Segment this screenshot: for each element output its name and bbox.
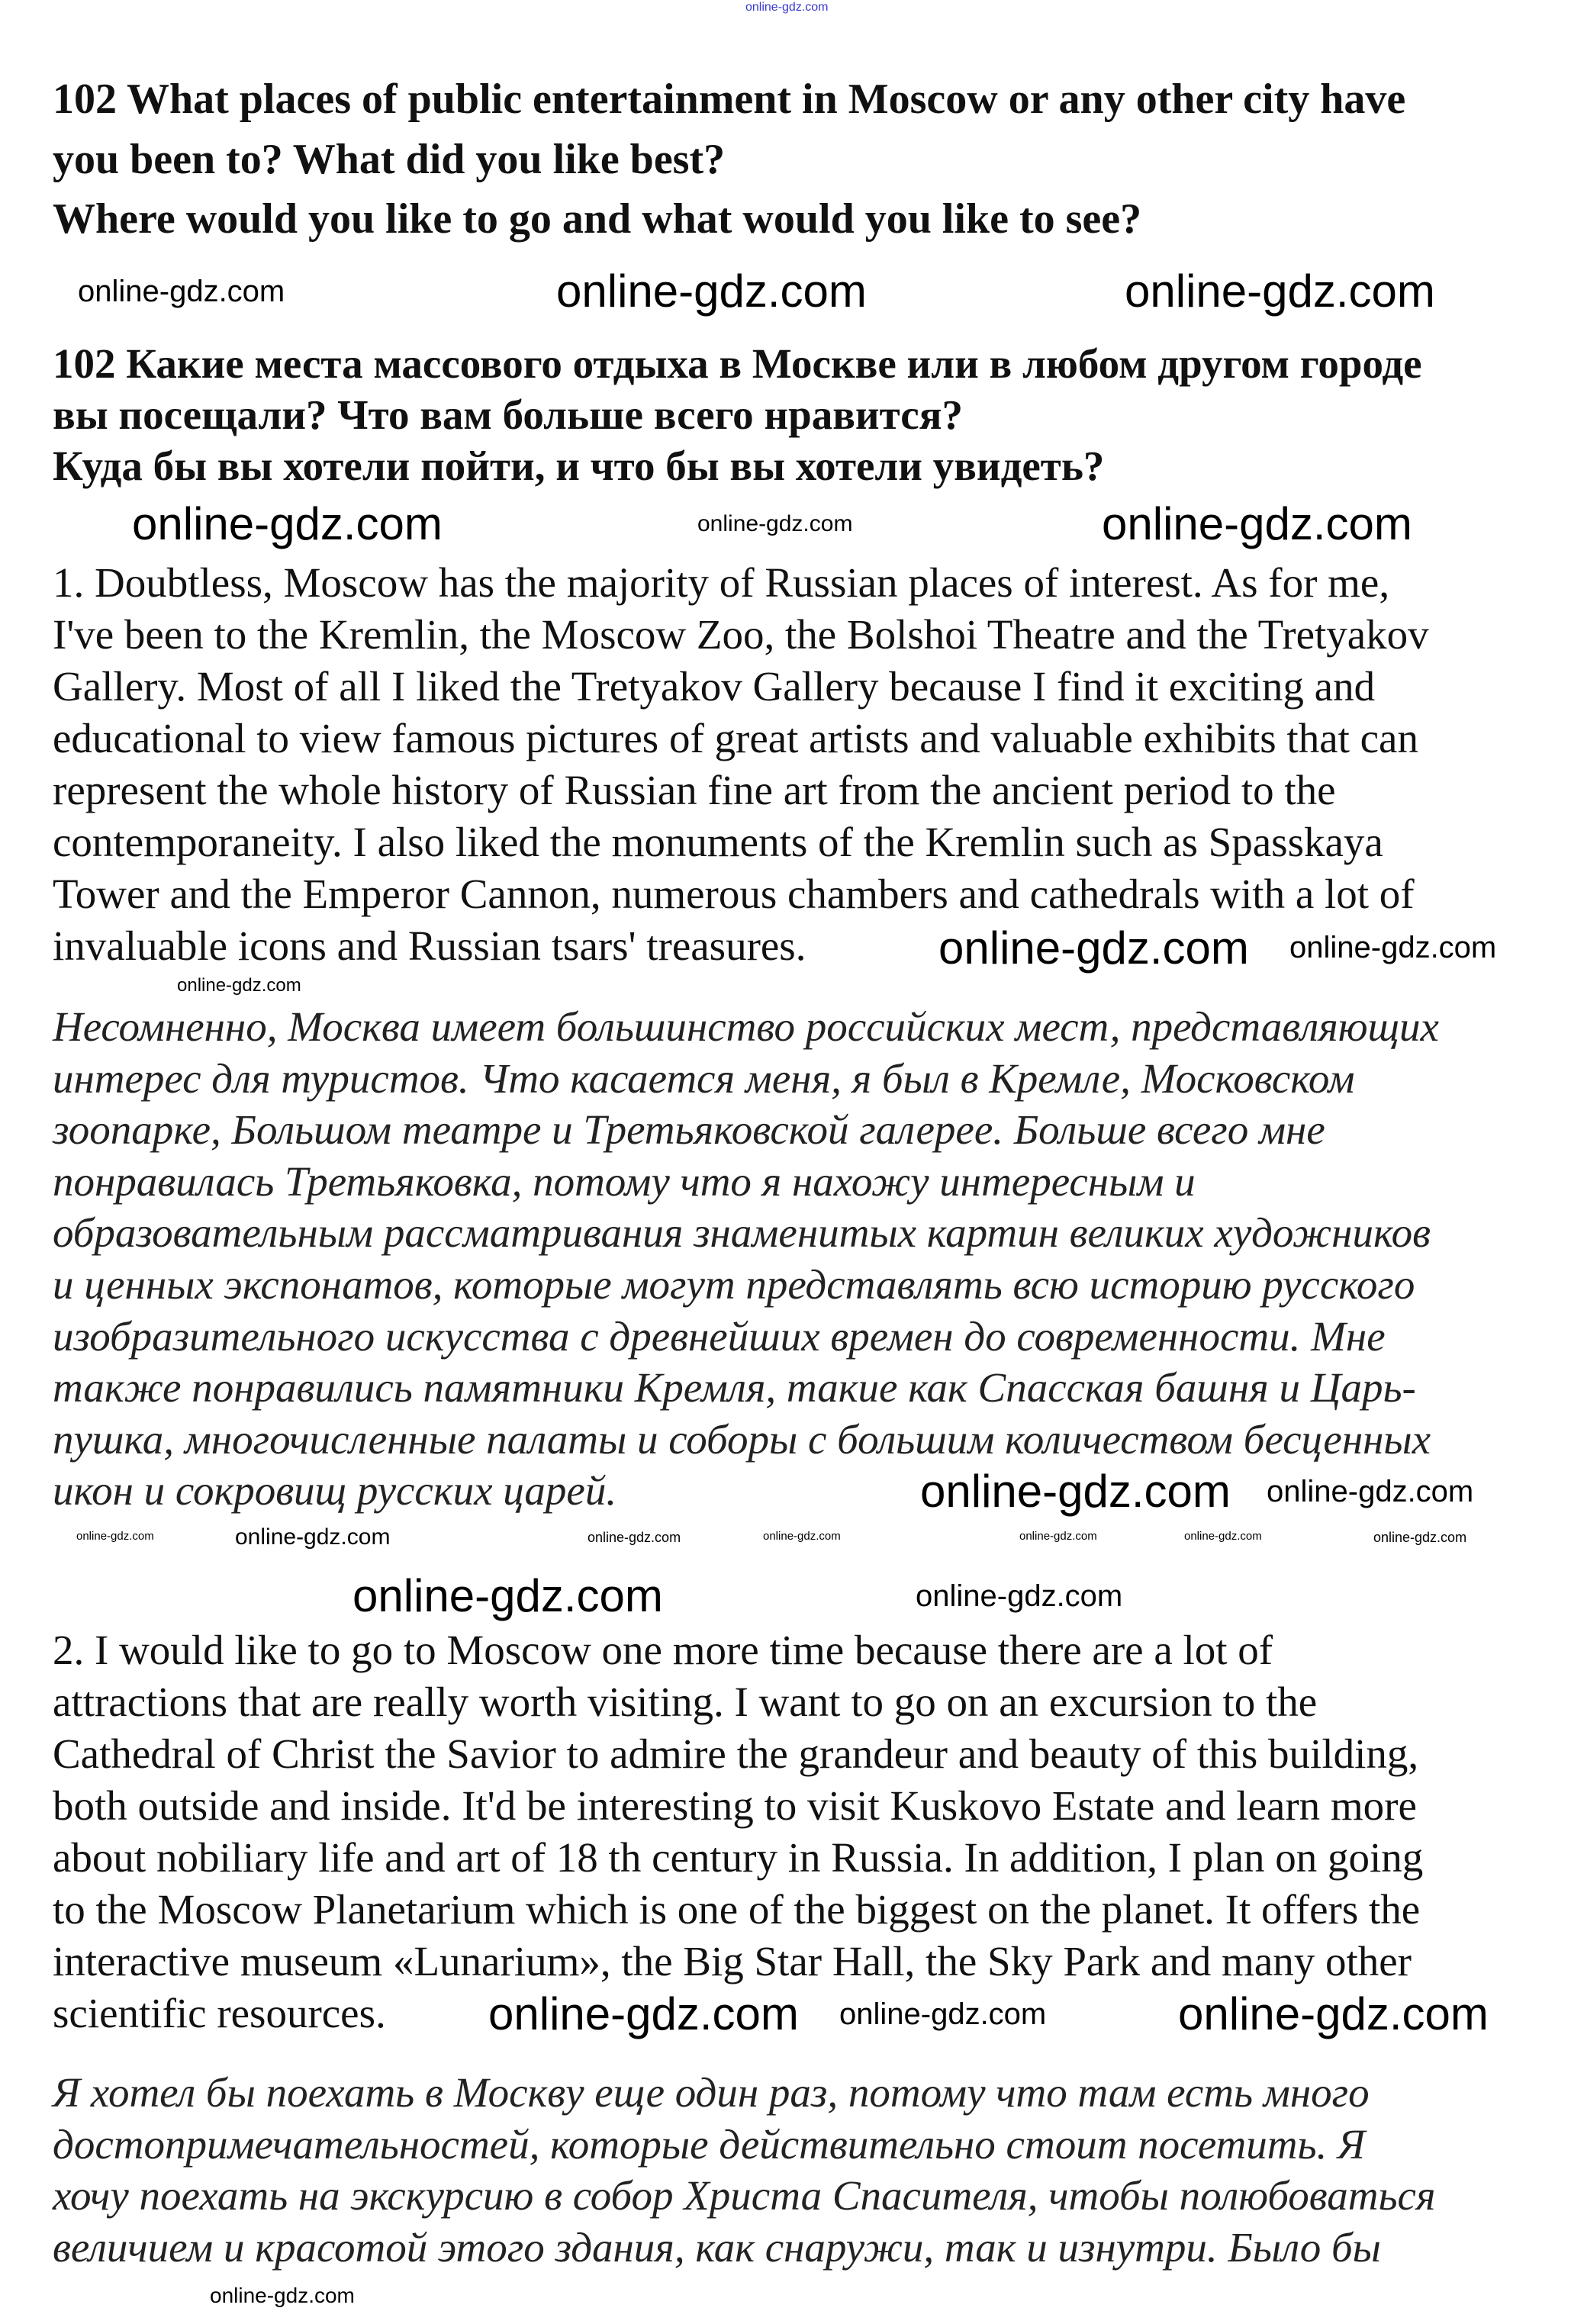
text-line: 102 Какие места массового отдыха в Москве или в любом другом городе bbox=[53, 340, 1422, 387]
watermark: online-gdz.com bbox=[1184, 1530, 1262, 1543]
text-line: I've been to the Kremlin, the Moscow Zoo, the Bolshoi Theatre and the Tretyakov bbox=[53, 611, 1429, 658]
text-line: пушка, многочисленные палаты и соборы с большим количеством бесценных bbox=[53, 1415, 1431, 1463]
watermark: online-gdz.com bbox=[697, 511, 853, 536]
watermark: online-gdz.com bbox=[1373, 1530, 1467, 1545]
text-line: scientific resources. bbox=[53, 1990, 386, 2036]
text-line: contemporaneity. I also liked the monuments of the Kremlin such as Spasskaya bbox=[53, 819, 1383, 865]
text-line: 1. Doubtless, Moscow has the majority of Russian places of interest. As for me, bbox=[53, 559, 1390, 606]
text-line: Gallery. Most of all I liked the Tretyakov Gallery because I find it exciting and bbox=[53, 663, 1376, 710]
text-line: хочу поехать на экскурсию в собор Христа Спасителя, чтобы полюбоваться bbox=[53, 2172, 1436, 2219]
text-line: to the Moscow Planetarium which is one of the biggest on the planet. It offers the bbox=[53, 1886, 1421, 1933]
text-line: интерес для туристов. Что касается меня, я был в Кремле, Московском bbox=[53, 1054, 1355, 1102]
watermark: online-gdz.com bbox=[353, 1570, 663, 1621]
text-line: образовательным рассматривания знаменитых картин великих художников bbox=[53, 1209, 1431, 1257]
text-line: invaluable icons and Russian tsars' treasures. bbox=[53, 922, 806, 969]
text-line: interactive museum «Lunarium», the Big Star Hall, the Sky Park and many other bbox=[53, 1938, 1412, 1984]
text-line: Несомненно, Москва имеет большинство российских мест, представляющих bbox=[53, 1003, 1439, 1050]
answer1-ru bbox=[53, 1001, 1439, 1517]
question-ru bbox=[53, 338, 1422, 491]
text-line: both outside and inside. It'd be interesting to visit Kuskovo Estate and learn more bbox=[53, 1782, 1417, 1829]
text-line: you been to? What did you like best? bbox=[53, 135, 726, 183]
text-line: represent the whole history of Russian fine art from the ancient period to the bbox=[53, 767, 1336, 813]
watermark: online-gdz.com bbox=[210, 2284, 355, 2307]
watermark: online-gdz.com bbox=[916, 1579, 1123, 1613]
watermark: online-gdz.com bbox=[76, 1530, 154, 1543]
text-line: educational to view famous pictures of great artists and valuable exhibits that can bbox=[53, 715, 1418, 761]
watermark: online-gdz.com bbox=[763, 1530, 841, 1543]
watermark: online-gdz.com bbox=[1125, 266, 1435, 317]
watermark: online-gdz.com bbox=[920, 1466, 1231, 1517]
text-line: Я хотел бы поехать в Москву еще один раз, потому что там есть много bbox=[53, 2069, 1370, 2116]
text-line: Cathedral of Christ the Savior to admire the grandeur and beauty of this building, bbox=[53, 1730, 1419, 1777]
text-line: about nobiliary life and art of 18 th century in Russia. In addition, I plan on going bbox=[53, 1834, 1424, 1881]
answer2-ru bbox=[53, 2067, 1435, 2273]
watermark: online-gdz.com bbox=[556, 266, 867, 317]
text-line: изобразительного искусства с древнейших времен до современности. Мне bbox=[53, 1312, 1386, 1360]
text-line: также понравились памятники Кремля, такие как Спасская башня и Царь- bbox=[53, 1364, 1416, 1411]
text-line: зоопарке, Большом театре и Третьяковской галерее. Больше всего мне bbox=[53, 1106, 1325, 1154]
watermark: online-gdz.com bbox=[235, 1524, 391, 1550]
watermark: online-gdz.com bbox=[1267, 1475, 1474, 1508]
question-en bbox=[53, 69, 1405, 249]
text-line: Tower and the Emperor Cannon, numerous chambers and cathedrals with a lot of bbox=[53, 871, 1415, 917]
watermark: online-gdz.com bbox=[177, 975, 301, 996]
text-line: вы посещали? Что вам больше всего нравится? bbox=[53, 391, 963, 438]
watermark: online-gdz.com bbox=[1289, 931, 1497, 964]
watermark: online-gdz.com bbox=[1178, 1988, 1489, 2039]
watermark: online-gdz.com bbox=[839, 1997, 1047, 2031]
watermark: online-gdz.com bbox=[1019, 1530, 1097, 1543]
watermark: online-gdz.com bbox=[132, 498, 443, 549]
text-line: 2. I would like to go to Moscow one more time because there are a lot of bbox=[53, 1627, 1273, 1673]
text-line: и ценных экспонатов, которые могут представлять всю историю русского bbox=[53, 1260, 1415, 1308]
answer1-en bbox=[53, 557, 1429, 972]
text-line: достопримечательностей, которые действительно стоит посетить. Я bbox=[53, 2120, 1366, 2168]
watermark: online-gdz.com bbox=[1102, 498, 1412, 549]
text-line: 102 What places of public entertainment in Moscow or any other city have bbox=[53, 76, 1406, 123]
watermark: online-gdz.com bbox=[938, 922, 1249, 974]
text-line: attractions that are really worth visiting. I want to go on an excursion to the bbox=[53, 1679, 1318, 1725]
text-line: понравилась Третьяковка, потому что я нахожу интересным и bbox=[53, 1157, 1196, 1205]
text-line: Куда бы вы хотели пойти, и что бы вы хотели увидеть? bbox=[53, 443, 1105, 489]
text-line: Where would you like to go and what would you like to see? bbox=[53, 195, 1142, 243]
answer2-en bbox=[53, 1624, 1423, 2039]
text-line: икон и сокровищ русских царей. bbox=[53, 1467, 617, 1514]
watermark: online-gdz.com bbox=[78, 275, 285, 308]
watermark: online-gdz.com bbox=[488, 1988, 799, 2039]
text-line: величием и красотой этого здания, как снаружи, так и изнутри. Было бы bbox=[53, 2223, 1381, 2271]
watermark: online-gdz.com bbox=[745, 1, 829, 14]
watermark: online-gdz.com bbox=[588, 1530, 681, 1545]
